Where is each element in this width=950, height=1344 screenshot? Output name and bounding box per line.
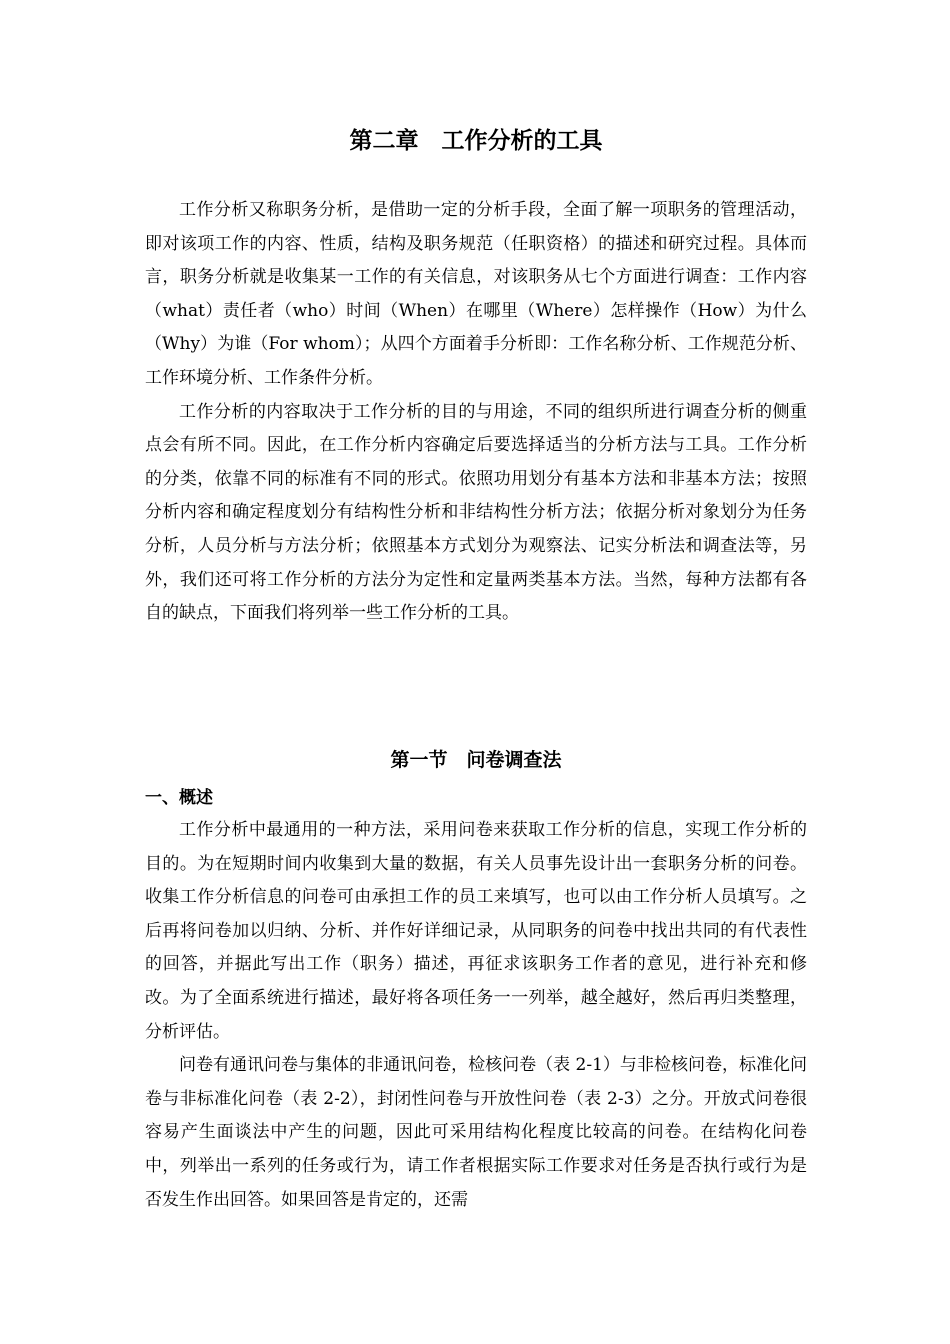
paragraph: 工作分析中最通用的一种方法，采用问卷来获取工作分析的信息，实现工作分析的目的。为在短期时间内收集到大量的数据，有关人员事先设计出一套职务分析的问卷。收集工作分析信息的问卷可由承担工作的员工来填写，也可以由工作分析人员填写。之后再将问卷加以归纳、分析、并作好详细记录，从同职务的问卷中找出共同的有代表性的回答，并据此写出工作（职务）描述，再征求该职务工作者的意见，进行补充和修改。为了全面系统进行描述，最好将各项任务一一列举，越全越好，然后再归类整理，分析评估。	[145, 820, 807, 1042]
section-body	[145, 814, 807, 1217]
paragraph: 工作分析又称职务分析，是借助一定的分析手段，全面了解一项职务的管理活动，即对该项工作的内容、性质，结构及职务规范（任职资格）的描述和研究过程。具体而言，职务分析就是收集某一工作的有关信息，对该职务从七个方面进行调查：工作内容（what）责任者（who）时间（When）在哪里（Where）怎样操作（How）为什么（Why）为谁（For whom）；从四个方面着手分析即：工作名称分析、工作规范分析、工作环境分析、工作条件分析。	[145, 200, 807, 388]
paragraph: 问卷有通讯问卷与集体的非通讯问卷，检核问卷（表 2-1）与非检核问卷，标准化问卷与非标准化问卷（表 2-2），封闭性问卷与开放性问卷（表 2-3）之分。开放式问卷很容易产生面谈法中产生的问题，因此可采用结构化程度比较高的问卷。在结构化问卷中，列举出一系列的任务或行为，请工作者根据实际工作要求对任务是否执行或行为是否发生作出回答。如果回答是肯定的，还需	[145, 1055, 807, 1210]
section-title: 第一节 问卷调查法	[390, 749, 562, 771]
chapter-intro	[145, 194, 807, 631]
paragraph: 工作分析的内容取决于工作分析的目的与用途，不同的组织所进行调查分析的侧重点会有所不同。因此，在工作分析内容确定后要选择适当的分析方法与工具。工作分析的分类，依靠不同的标准有不同的形式。依照功用划分有基本方法和非基本方法；按照分析内容和确定程度划分有结构性分析和非结构性分析方法；依据分析对象划分为任务分析，人员分析与方法分析；依照基本方式划分为观察法、记实分析法和调查法等，另外，我们还可将工作分析的方法分为定性和定量两类基本方法。当然，每种方法都有各自的缺点，下面我们将列举一些工作分析的工具。	[145, 401, 807, 624]
subsection-title: 一、概述	[145, 788, 213, 808]
chapter-title: 第二章 工作分析的工具	[349, 127, 603, 154]
